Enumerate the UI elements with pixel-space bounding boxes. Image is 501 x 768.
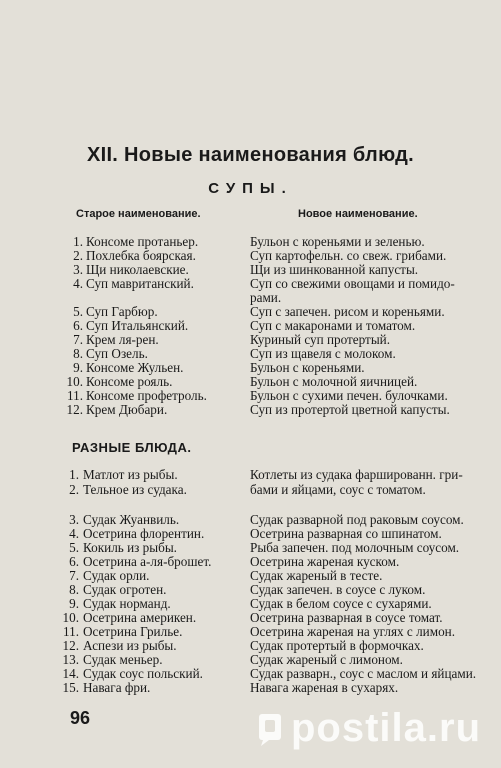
table-row bbox=[0, 583, 501, 597]
table-row bbox=[0, 483, 501, 497]
section-title-soups: СУПЫ. bbox=[208, 180, 293, 197]
row-number: 7. bbox=[73, 332, 83, 347]
new-name: Суп с запечен. рисом и кореньями. bbox=[250, 304, 445, 319]
row-number: 9. bbox=[73, 360, 83, 375]
table-row bbox=[0, 347, 501, 361]
row-number: 8. bbox=[69, 582, 79, 597]
page-number: 96 bbox=[70, 708, 91, 728]
table-row bbox=[0, 468, 501, 482]
section-title-dishes: РАЗНЫЕ БЛЮДА. bbox=[72, 440, 192, 455]
table-row bbox=[0, 513, 501, 527]
row-number: 6. bbox=[73, 318, 83, 333]
table-row bbox=[0, 291, 501, 305]
row-number: 12. bbox=[66, 402, 83, 417]
new-name: Осетрина жареная на углях с лимон. bbox=[250, 624, 456, 639]
old-name: Тельное из судака. bbox=[83, 482, 187, 497]
new-name: Осетрина разварная в соусе томат. bbox=[250, 610, 443, 625]
table-row bbox=[0, 319, 501, 333]
new-name: Осетрина разварная со шпинатом. bbox=[250, 526, 442, 541]
table-row bbox=[0, 361, 501, 375]
old-name: Навага фри. bbox=[83, 680, 151, 695]
old-name: Суп Озель. bbox=[86, 346, 148, 361]
new-name: Суп из щавеля с молоком. bbox=[250, 346, 396, 361]
table-row bbox=[0, 653, 501, 667]
row-number: 1. bbox=[73, 234, 83, 249]
old-name: Консоме Жульен. bbox=[86, 360, 184, 375]
new-name: Рыба запечен. под молочным соусом. bbox=[250, 540, 460, 555]
old-name: Осетрина а-ля-брошет. bbox=[83, 554, 212, 569]
old-name: Осетрина америкен. bbox=[83, 610, 197, 625]
table-row bbox=[0, 249, 501, 263]
table-row bbox=[0, 569, 501, 583]
new-name: Суп из протертой цветной капусты. bbox=[250, 402, 450, 417]
table-row bbox=[0, 681, 501, 695]
old-name: Крем ля-рен. bbox=[86, 332, 159, 347]
row-number: 2. bbox=[73, 248, 83, 263]
old-name: Судак орли. bbox=[83, 568, 150, 583]
table-row bbox=[0, 375, 501, 389]
old-name: Щи николаевские. bbox=[86, 262, 189, 277]
row-number: 9. bbox=[69, 596, 79, 611]
page-title: XII. Новые наименования блюд. bbox=[86, 144, 415, 166]
new-name: Бульон с сухими печен. булочками. bbox=[250, 388, 448, 403]
new-name: Куриный суп протертый. bbox=[250, 332, 391, 347]
new-name: Щи из шинкованной капусты. bbox=[250, 262, 419, 277]
row-number: 10. bbox=[66, 374, 83, 389]
row-number: 5. bbox=[69, 540, 79, 555]
new-name: Бульон с молочной яичницей. bbox=[250, 374, 418, 389]
old-name: Консоме протаньер. bbox=[86, 234, 199, 249]
new-name: Навага жареная в сухарях. bbox=[250, 680, 399, 695]
row-number: 3. bbox=[73, 262, 83, 277]
table-row bbox=[0, 555, 501, 569]
row-number: 11. bbox=[63, 624, 79, 639]
row-number: 4. bbox=[73, 276, 83, 291]
old-name: Осетрина флорентин. bbox=[83, 526, 205, 541]
table-row bbox=[0, 277, 501, 291]
table-row bbox=[0, 263, 501, 277]
watermark bbox=[257, 694, 495, 764]
old-name: Суп Гарбюр. bbox=[86, 304, 158, 319]
new-name: Бульон с кореньями и зеленью. bbox=[250, 234, 425, 249]
table-row bbox=[0, 611, 501, 625]
old-name: Судак соус польский. bbox=[83, 666, 203, 681]
old-name: Похлебка боярская. bbox=[86, 248, 196, 263]
old-name: Кокиль из рыбы. bbox=[83, 540, 177, 555]
old-name: Осетрина Грилье. bbox=[83, 624, 183, 639]
row-number: 10. bbox=[62, 610, 79, 625]
table-row bbox=[0, 389, 501, 403]
old-name: Матлот из рыбы. bbox=[83, 467, 178, 482]
row-number: 4. bbox=[69, 526, 79, 541]
old-name: Аспези из рыбы. bbox=[83, 638, 177, 653]
table-row bbox=[0, 667, 501, 681]
row-number: 12. bbox=[62, 638, 79, 653]
table-row bbox=[0, 403, 501, 417]
row-number: 15. bbox=[62, 680, 79, 695]
old-name: Судак меньер. bbox=[83, 652, 163, 667]
pin-logo-icon bbox=[257, 712, 285, 746]
row-number: 7. bbox=[69, 568, 79, 583]
new-name: Судак жареный в тесте. bbox=[250, 568, 383, 583]
new-name: Суп со свежими овощами и помидо- bbox=[250, 276, 455, 291]
old-name: Судак огротен. bbox=[83, 582, 167, 597]
old-name: Судак Жуанвиль. bbox=[83, 512, 180, 527]
row-number: 13. bbox=[62, 652, 79, 667]
table-row bbox=[0, 235, 501, 249]
new-name: Судак в белом соусе с сухарями. bbox=[250, 596, 432, 611]
new-name: Котлеты из судака фаршированн. гри- bbox=[250, 467, 463, 482]
old-name: Крем Дюбари. bbox=[86, 402, 168, 417]
table-row bbox=[0, 333, 501, 347]
row-number: 14. bbox=[62, 666, 79, 681]
table-row bbox=[0, 527, 501, 541]
row-number: 3. bbox=[69, 512, 79, 527]
new-name: Судак запечен. в соусе с луком. bbox=[250, 582, 426, 597]
table-row bbox=[0, 639, 501, 653]
new-name: Суп картофельн. со свеж. грибами. bbox=[250, 248, 447, 263]
old-name: Суп мавританский. bbox=[86, 276, 194, 291]
new-name: Судак разварной под раковым соусом. bbox=[250, 512, 464, 527]
column-header-new: Новое наименование. bbox=[298, 208, 418, 220]
row-number: 1. bbox=[69, 467, 79, 482]
new-name: рами. bbox=[250, 290, 282, 305]
new-name: Судак разварн., соус с маслом и яйцами. bbox=[250, 666, 477, 681]
new-name: Судак протертый в формочках. bbox=[250, 638, 424, 653]
new-name: Суп с макаронами и томатом. bbox=[250, 318, 416, 333]
new-name: Судак жареный с лимоном. bbox=[250, 652, 403, 667]
old-name: Консоме профетроль. bbox=[86, 388, 207, 403]
old-name: Судак норманд. bbox=[83, 596, 171, 611]
table-row bbox=[0, 625, 501, 639]
row-number: 8. bbox=[73, 346, 83, 361]
old-name: Суп Итальянский. bbox=[86, 318, 189, 333]
new-name: бами и яйцами, соус с томатом. bbox=[250, 482, 426, 497]
old-name: Консоме рояль. bbox=[86, 374, 173, 389]
row-number: 6. bbox=[69, 554, 79, 569]
row-number: 2. bbox=[69, 482, 79, 497]
watermark-text: postila.ru bbox=[291, 706, 482, 750]
table-row bbox=[0, 541, 501, 555]
table-row bbox=[0, 305, 501, 319]
row-number: 5. bbox=[73, 304, 83, 319]
new-name: Осетрина жареная куском. bbox=[250, 554, 400, 569]
new-name: Бульон с кореньями. bbox=[250, 360, 365, 375]
column-header-old: Старое наименование. bbox=[76, 208, 201, 220]
table-row bbox=[0, 597, 501, 611]
row-number: 11. bbox=[67, 388, 83, 403]
